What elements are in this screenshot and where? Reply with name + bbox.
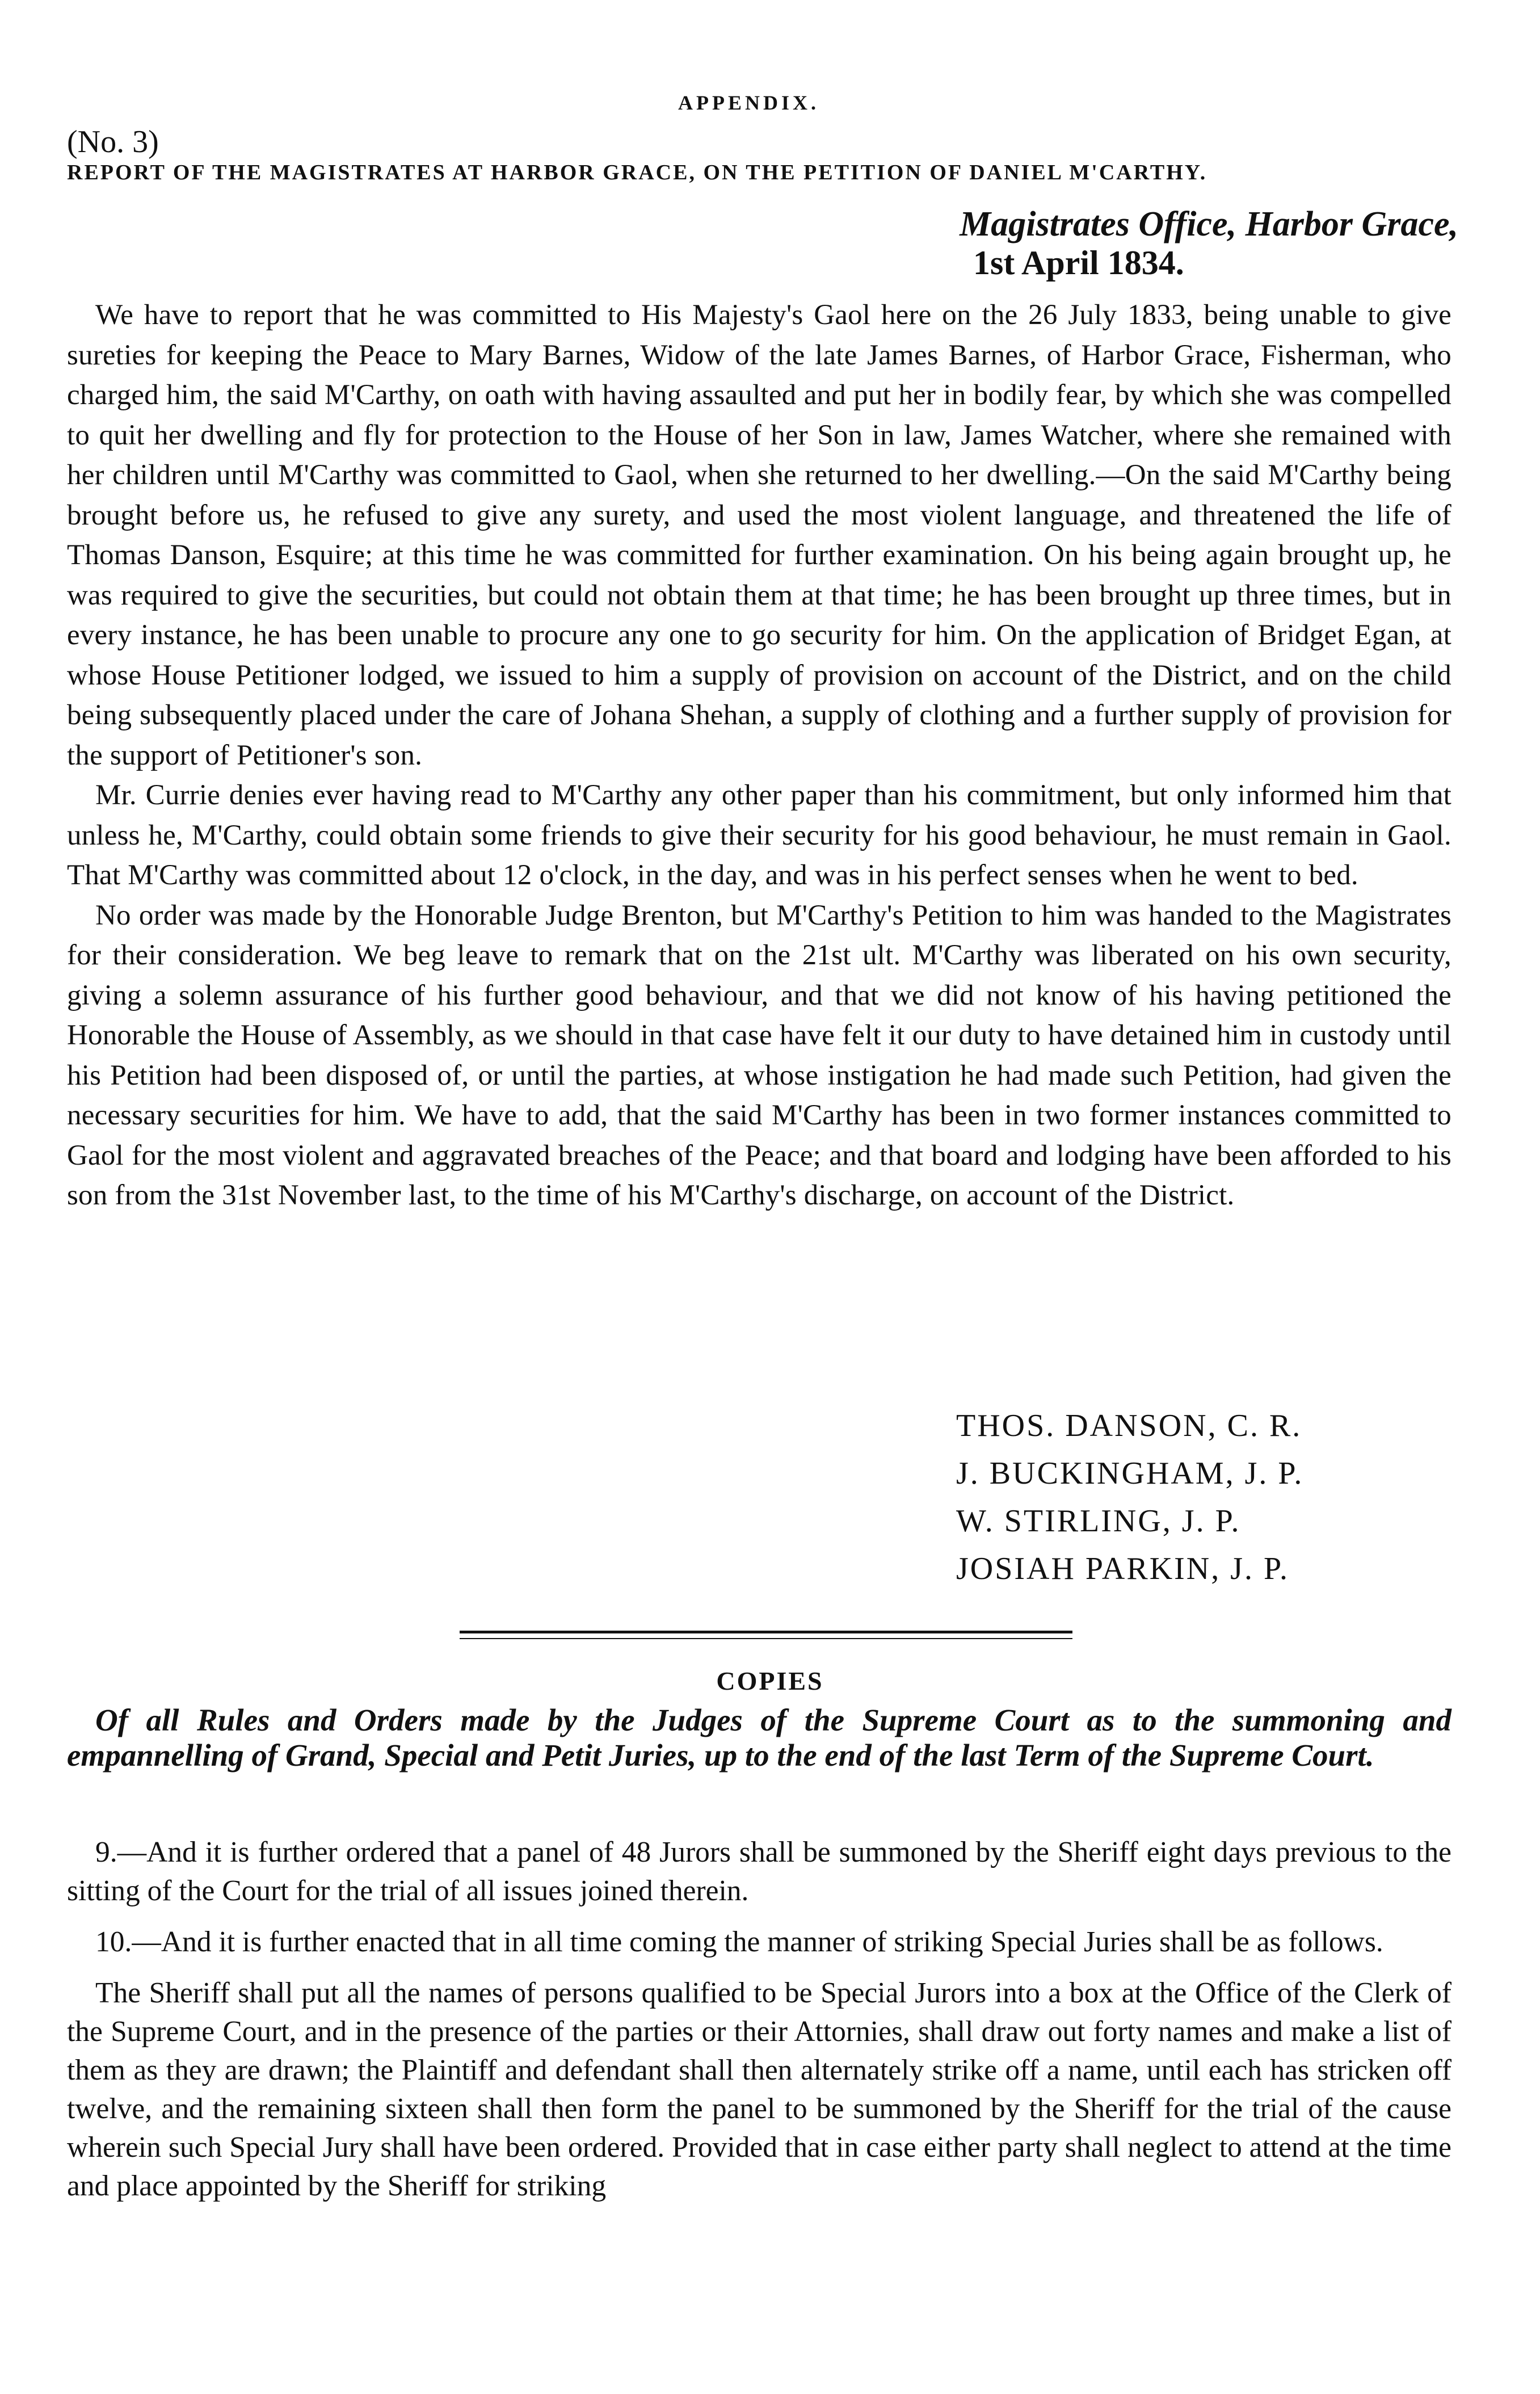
signature-block bbox=[956, 1402, 1303, 1593]
dateline-date: 1st April 1834. bbox=[973, 244, 1184, 282]
report-paragraph: No order was made by the Honorable Judge Brenton, but M'Carthy's Petition to him was handed to the Magistrates for their consideration. We beg leave to remark that on the 21st ult. M'Carthy was liberated on his own security, giving a solemn assurance of his further good behaviour, and that we did not know of his having petitioned the Honorable the House of Assembly, as we should in that case have felt it our duty to have detained him in custody until his Petition had been disposed of, or until the parties, at whose instigation he had made such Petition, had given the necessary securities for him. We have to add, that the said M'Carthy has been in two former instances committed to Gaol for the most violent and aggravated breaches of the Peace; and that board and lodging have been afforded to his son from the 31st November last, to the time of his M'Carthy's discharge, on account of the District. bbox=[67, 899, 1451, 1211]
signature-line: THOS. DANSON, C. R. bbox=[956, 1408, 1302, 1443]
section-heading: COPIES bbox=[716, 1666, 824, 1695]
signature-line: W. STIRLING, J. P. bbox=[956, 1503, 1241, 1539]
signature-line: JOSIAH PARKIN, J. P. bbox=[956, 1551, 1289, 1586]
section-divider bbox=[460, 1631, 1072, 1633]
rule-paragraph: The Sheriff shall put all the names of persons qualified to be Special Jurors into a box at the Office of the Clerk of the Supreme Court, and in the presence of the parties or their Attornies, shall draw out forty names and make a list of them as they are drawn; the Plaintiff and defendant shall then alternately strike off a name, until each has stricken off twelve, and the remaining sixteen shall then form the panel to be summoned by the Sheriff for the trial of the cause wherein such Special Jury shall have been ordered. Provided that in case either party shall neglect to attend at the time and place appointed by the Sheriff for striking bbox=[67, 1977, 1451, 2202]
rule-paragraph: 9.—And it is further ordered that a panel of 48 Jurors shall be summoned by the Sheriff eight days previous to the sitting of the Court for the trial of all issues joined therein. bbox=[67, 1836, 1451, 1907]
report-title: REPORT OF THE MAGISTRATES AT HARBOR GRACE, ON THE PETITION OF DANIEL M'CARTHY. bbox=[67, 161, 1207, 184]
report-paragraph: Mr. Currie denies ever having read to M'Carthy any other paper than his commitment, but only informed him that unless he, M'Carthy, could obtain some friends to give their security for his good behaviour, he must remain in Gaol. That M'Carthy was committed about 12 o'clock, in the day, and was in his perfect senses when he went to bed. bbox=[67, 779, 1451, 891]
section-divider bbox=[460, 1638, 1072, 1639]
section-subheading: Of all Rules and Orders made by the Judges of the Supreme Court as to the summoning and empannelling of Grand, Special and Petit Juries, up to the end of the last Term of the Supreme Court. bbox=[67, 1703, 1451, 1773]
rule-paragraph: 10.—And it is further enacted that in all time coming the manner of striking Special Juries shall be as follows. bbox=[95, 1926, 1383, 1958]
document-number: (No. 3) bbox=[67, 124, 159, 159]
report-body bbox=[67, 295, 1451, 1216]
report-paragraph: We have to report that he was committed to His Majesty's Gaol here on the 26 July 1833, being unable to give sureties for keeping the Peace to Mary Barnes, Widow of the late James Barnes, of Harbor Grace, Fisherman, who charged him, the said M'Carthy, on oath with having assaulted and put her in bodily fear, by which she was compelled to quit her dwelling and fly for protection to the House of her Son in law, James Watcher, where she remained with her children until M'Carthy was committed to Gaol, when she returned to her dwelling.—On the said M'Carthy being brought before us, he refused to give any surety, and used the most violent language, and threatened the life of Thomas Danson, Esquire; at this time he was committed for further examination. On his being again brought up, he was required to give the securities, but could not obtain them at that time; he has been brought up three times, but in every instance, he has been unable to procure any one to go security for him. On the application of Bridget Egan, at whose House Petitioner lodged, we issued to him a supply of provision on account of the District, and on the child being subsequently placed under the care of Johana Shehan, a supply of clothing and a further supply of provision for the support of Petitioner's son. bbox=[67, 299, 1451, 771]
dateline bbox=[806, 204, 1458, 282]
signature-line: J. BUCKINGHAM, J. P. bbox=[956, 1456, 1304, 1491]
dateline-place: Magistrates Office, Harbor Grace, bbox=[960, 205, 1458, 243]
rules-body bbox=[67, 1833, 1451, 2218]
running-head: APPENDIX. bbox=[678, 91, 819, 114]
